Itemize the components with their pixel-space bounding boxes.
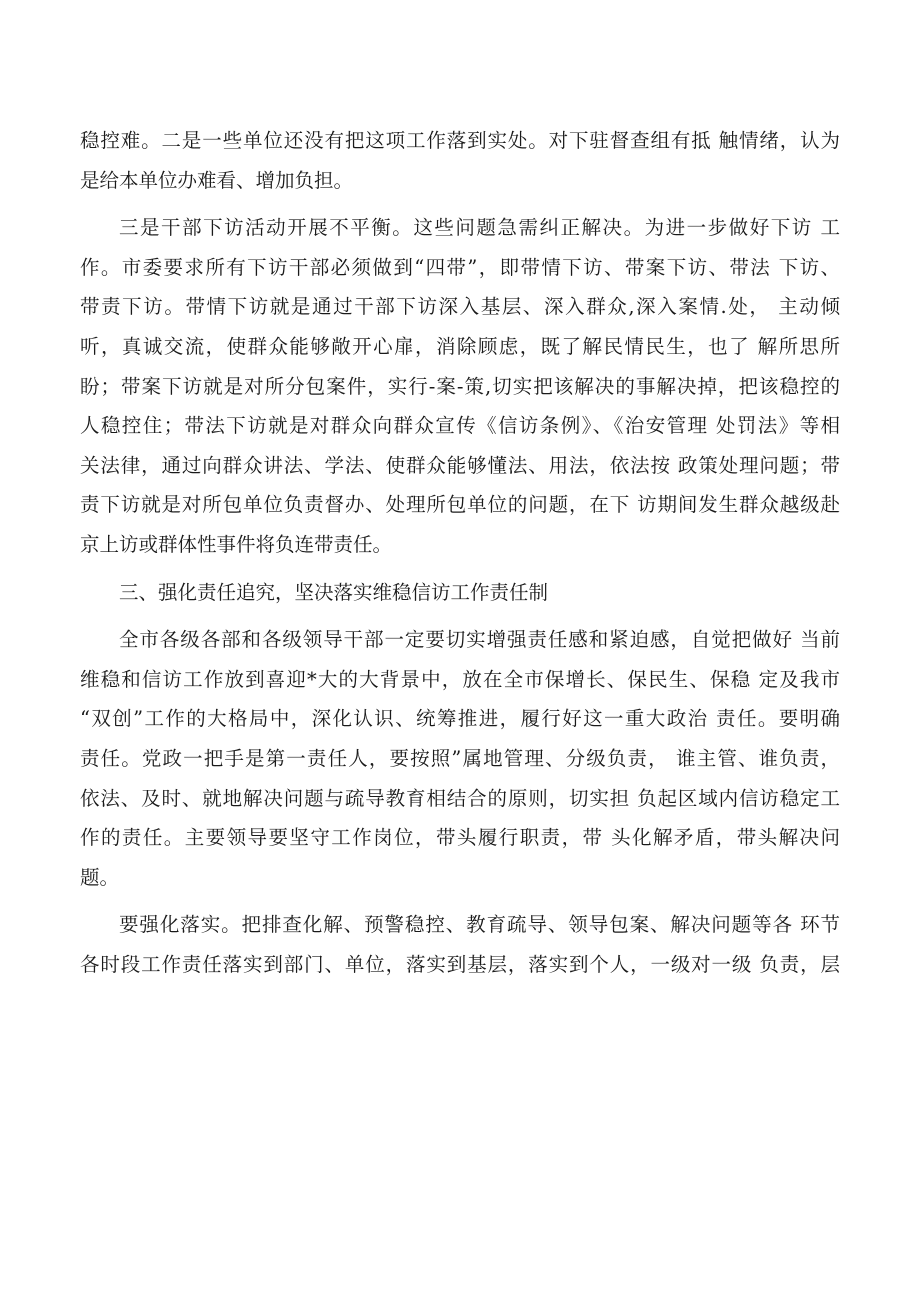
text-line: 三、强化责任追究，坚决落实维稳信访工作责任制 bbox=[119, 580, 549, 604]
text-line: 责下访就是对所包单位负责督办、处理所包单位的问题，在下 访期间发生群众越级赴 bbox=[80, 493, 840, 517]
text-line: 维稳和信访工作放到喜迎*大的大背景中，放在全市保增长、保民生、保稳 定及我市 bbox=[80, 667, 840, 691]
text-line: 责任。党政一把手是第一责任人，要按照”属地管理、分级负责， 谁主管、谁负责， bbox=[80, 746, 840, 770]
text-line: 带责下访。带情下访就是通过干部下访深入基层、深入群众,深入案情.处， 主动倾 bbox=[80, 295, 840, 319]
text-line: “双创”工作的大格局中，深化认识、统筹推进，履行好这一重大政治 责任。要明确 bbox=[80, 707, 840, 731]
text-line: 人稳控住；带法下访就是对群众向群众宣传《信访条例》、《治安管理 处罚法》等相 bbox=[80, 414, 840, 438]
text-line: 作的责任。主要领导要坚守工作岗位，带头履行职责，带 头化解矛盾，带头解决问 bbox=[80, 826, 840, 850]
text-line: 各时段工作责任落实到部门、单位，落实到基层，落实到个人，一级对一级 负责，层 bbox=[80, 952, 840, 976]
text-line: 依法、及时、就地解决问题与疏导教育相结合的原则，切实担 负起区域内信访稳定工 bbox=[80, 786, 840, 810]
text-line: 京上访或群体性事件将负连带责任。 bbox=[80, 532, 393, 556]
document-body bbox=[80, 121, 840, 984]
text-line: 是给本单位办难看、增加负担。 bbox=[80, 168, 354, 192]
text-line: 全市各级各部和各级领导干部一定要切实增强责任感和紧迫感，自觉把做好 当前 bbox=[119, 628, 840, 652]
text-line: 题。 bbox=[80, 865, 120, 889]
text-line: 稳控难。二是一些单位还没有把这项工作落到实处。对下驻督查组有抵 触情绪，认为 bbox=[80, 129, 840, 152]
text-line: 关法律，通过向群众讲法、学法、使群众能够懂法、用法，依法按 政策处理问题；带 bbox=[80, 453, 840, 477]
text-line: 作。市委要求所有下访干部必须做到“四带”，即带情下访、带案下访、带法 下访、 bbox=[80, 255, 840, 279]
text-line: 听，真诚交流，使群众能够敞开心扉，消除顾虑，既了解民情民生，也了 解所思所 bbox=[80, 334, 840, 358]
text-line: 盼；带案下访就是对所分包案件，实行-案-策,切实把该解决的事解决掉，把该稳控的 bbox=[80, 374, 840, 398]
text-line: 要强化落实。把排查化解、预警稳控、教育疏导、领导包案、解决问题等各 环节 bbox=[119, 913, 840, 937]
text-line: 三是干部下访活动开展不平衡。这些问题急需纠正解决。为进一步做好下访 工 bbox=[119, 216, 840, 240]
